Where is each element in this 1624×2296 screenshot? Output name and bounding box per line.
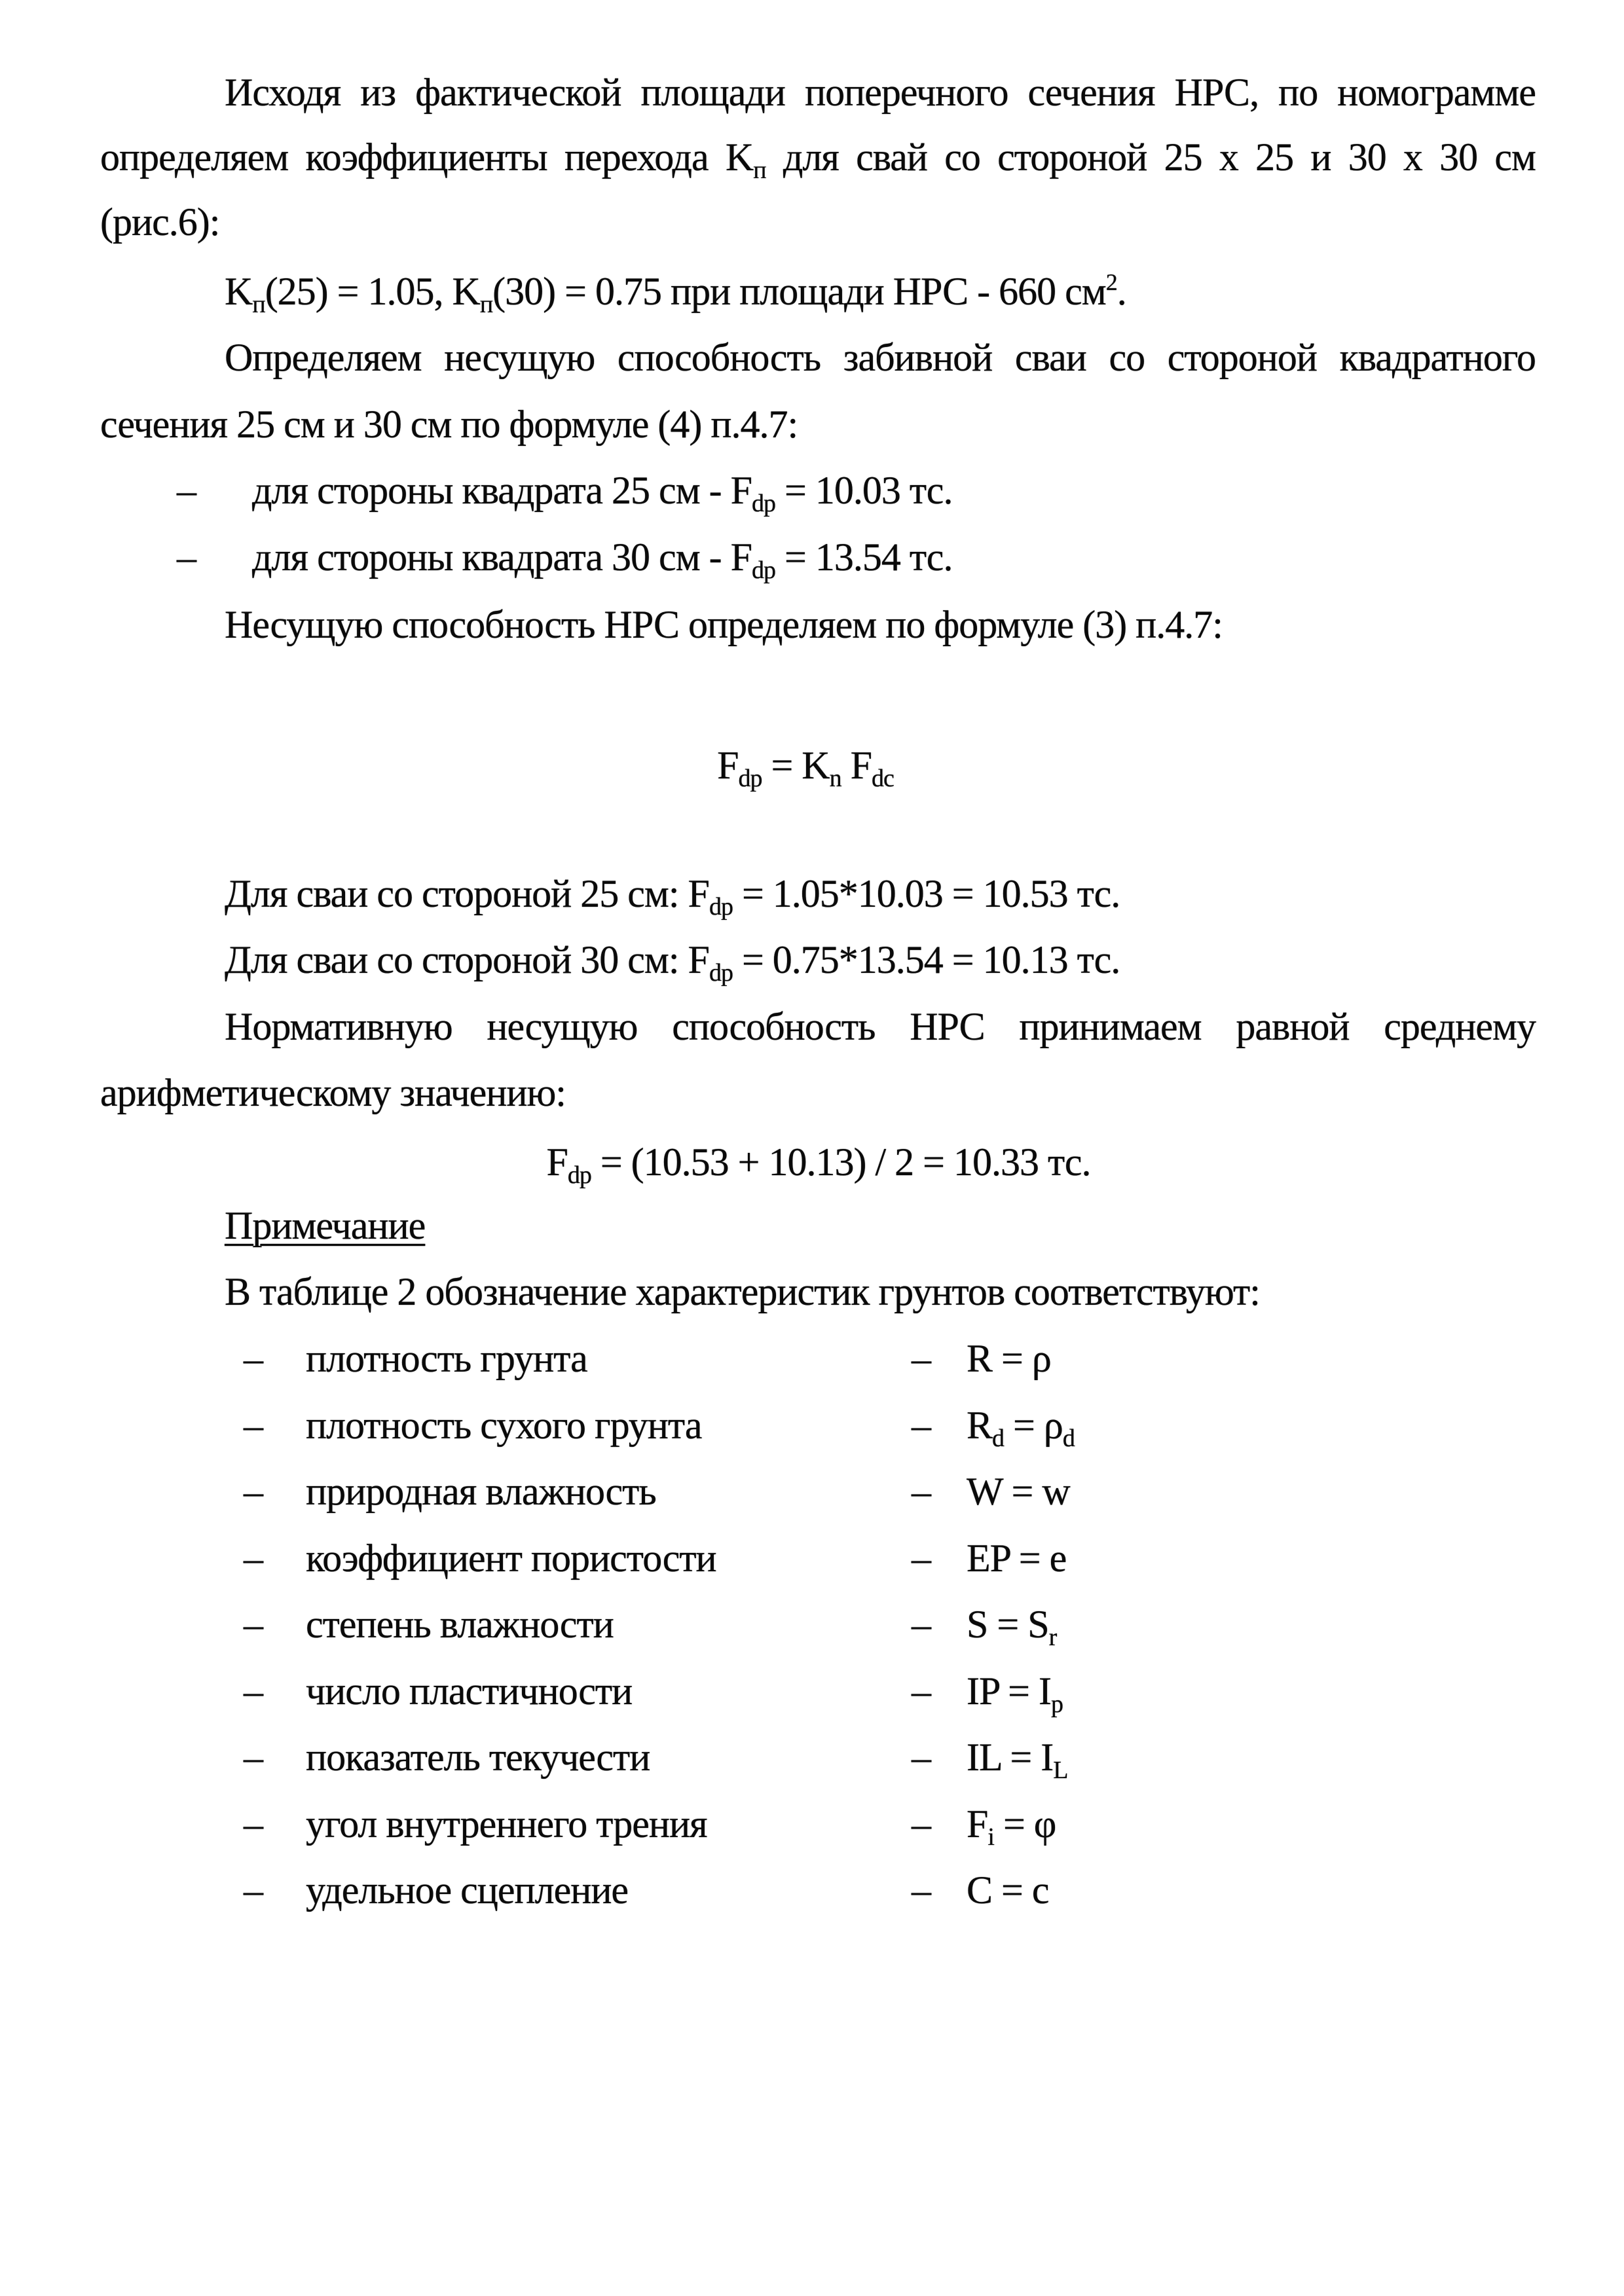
legend-name: плотность сухого грунта — [306, 1403, 702, 1447]
note-title — [225, 1202, 1536, 1249]
dash: – — [177, 536, 196, 579]
dash: – — [912, 1669, 931, 1713]
text: EP = e — [967, 1536, 1067, 1580]
text: = 0.75*13.54 = 10.13 тс. — [732, 938, 1120, 981]
subscript: i — [987, 1823, 994, 1851]
subscript: d — [992, 1424, 1005, 1452]
subscript: L — [1053, 1757, 1068, 1784]
text: R = ρ — [967, 1337, 1051, 1380]
dash: – — [912, 1802, 931, 1846]
text: определяем коэффициенты перехода K — [100, 136, 754, 179]
legend-symbol — [967, 1335, 1051, 1382]
text: Для сваи со стороной 25 см: F — [225, 872, 709, 915]
legend-item — [0, 1468, 1624, 1515]
subscript: dp — [752, 490, 776, 517]
subscript: п — [479, 291, 493, 318]
legend-symbol — [967, 1667, 1063, 1718]
legend-symbol — [967, 1468, 1070, 1515]
dash: – — [912, 1736, 931, 1779]
dash: – — [912, 1470, 931, 1513]
text: Для сваи со стороной 30 см: F — [225, 938, 709, 981]
text: IL = I — [967, 1736, 1054, 1779]
dash: – — [244, 1802, 263, 1846]
legend-item — [0, 1535, 1624, 1582]
subscript: r — [1048, 1624, 1057, 1651]
legend-symbol — [967, 1601, 1057, 1651]
text: для стороны квадрата 30 см - F — [252, 536, 752, 579]
text: IP = I — [967, 1669, 1051, 1713]
dash: – — [912, 1536, 931, 1580]
legend-name: число пластичности — [306, 1669, 633, 1713]
legend-symbol — [967, 1535, 1066, 1582]
dash: – — [244, 1868, 263, 1912]
legend-item — [0, 1402, 1624, 1452]
paragraph-2-line-2: сечения 25 см и 30 см по формуле (4) п.4.7: — [100, 403, 798, 446]
text: . — [1116, 270, 1126, 313]
text: = K — [762, 744, 830, 787]
text: для стороны квадрата 25 см - F — [252, 469, 752, 512]
paragraph-4-line-2: арифметическому значению: — [100, 1071, 566, 1114]
text: = φ — [993, 1802, 1056, 1846]
legend-item — [0, 1867, 1624, 1914]
paragraph-2-line-1: Определяем несущую способность забивной сваи со стороной квадратного — [225, 336, 1536, 379]
subscript: p — [1050, 1690, 1063, 1718]
legend-item — [0, 1800, 1624, 1851]
dash: – — [912, 1868, 931, 1912]
paragraph-4-line-1: Нормативную несущую способность НРС принимаем равной среднему — [225, 1005, 1536, 1048]
bullet-item — [177, 467, 1612, 517]
legend-name: плотность грунта — [306, 1337, 587, 1380]
subscript: п — [252, 291, 265, 318]
subscript: dc — [872, 765, 894, 792]
legend-item — [0, 1667, 1624, 1718]
note-title-text: Примечание — [225, 1204, 426, 1247]
paragraph-1-line-3: (рис.6): — [100, 200, 220, 244]
legend-name: природная влажность — [306, 1470, 656, 1513]
calc-line — [225, 870, 1536, 920]
dash: – — [244, 1736, 263, 1779]
legend-name: показатель текучести — [306, 1736, 650, 1779]
text: = 13.54 тс. — [775, 536, 953, 579]
text: W = w — [967, 1470, 1070, 1513]
formula — [0, 742, 1617, 792]
subscript: d — [1062, 1424, 1075, 1452]
text: (30) = 0.75 при площади НРС - 660 см — [492, 270, 1106, 313]
dash: – — [244, 1337, 263, 1380]
text: F — [841, 744, 872, 787]
paragraph-1-line-2 — [100, 134, 1536, 184]
dash: – — [912, 1403, 931, 1447]
legend-name: степень влажности — [306, 1603, 614, 1646]
text: = (10.53 + 10.13) / 2 = 10.33 тс. — [591, 1140, 1091, 1184]
text: (25) = 1.05, K — [265, 270, 480, 313]
dash: – — [244, 1536, 263, 1580]
text: = 10.03 тс. — [775, 469, 953, 512]
legend-symbol — [967, 1867, 1049, 1914]
text: F — [717, 744, 739, 787]
paragraph-1-line-1: Исходя из фактической площади поперечного сечения НРС, по номограмме — [225, 71, 1536, 114]
legend-symbol — [967, 1734, 1068, 1784]
superscript: 2 — [1105, 269, 1117, 295]
text: = ρ — [1004, 1403, 1063, 1447]
legend-symbol — [967, 1800, 1056, 1851]
legend-item — [0, 1601, 1624, 1651]
text: F — [546, 1140, 568, 1184]
text: F — [967, 1802, 988, 1846]
dash: – — [912, 1337, 931, 1380]
dash: – — [912, 1603, 931, 1646]
bullet-item — [177, 534, 1612, 584]
note-intro: В таблице 2 обозначение характеристик грунтов соответствуют: — [225, 1270, 1260, 1313]
subscript: dp — [709, 959, 733, 987]
text: C = c — [967, 1868, 1049, 1912]
text: R — [967, 1403, 993, 1447]
text: K — [225, 270, 253, 313]
dash: – — [244, 1669, 263, 1713]
subscript: п — [753, 156, 766, 184]
subscript: dp — [709, 893, 733, 920]
legend-item — [0, 1734, 1624, 1784]
subscript: dp — [738, 765, 762, 792]
paragraph-3: Несущую способность НРС определяем по формуле (3) п.4.7: — [225, 603, 1223, 646]
text: для свай со стороной 25 x 25 и 30 x 30 см — [766, 136, 1536, 179]
calc-line — [225, 936, 1536, 987]
text: = 1.05*10.03 = 10.53 тс. — [732, 872, 1120, 915]
average-formula — [7, 1139, 1624, 1189]
legend-item — [0, 1335, 1624, 1382]
legend-name: удельное сцепление — [306, 1868, 629, 1912]
subscript: n — [829, 765, 841, 792]
text: S = S — [967, 1603, 1049, 1646]
legend-name: угол внутреннего трения — [306, 1802, 707, 1846]
dash: – — [244, 1470, 263, 1513]
dash: – — [244, 1403, 263, 1447]
subscript: dp — [752, 556, 776, 584]
dash: – — [244, 1603, 263, 1646]
legend-name: коэффициент пористости — [306, 1536, 716, 1580]
subscript: dp — [567, 1161, 591, 1189]
legend-symbol — [967, 1402, 1075, 1452]
dash: – — [177, 469, 196, 512]
kn-values-line — [225, 268, 1536, 318]
